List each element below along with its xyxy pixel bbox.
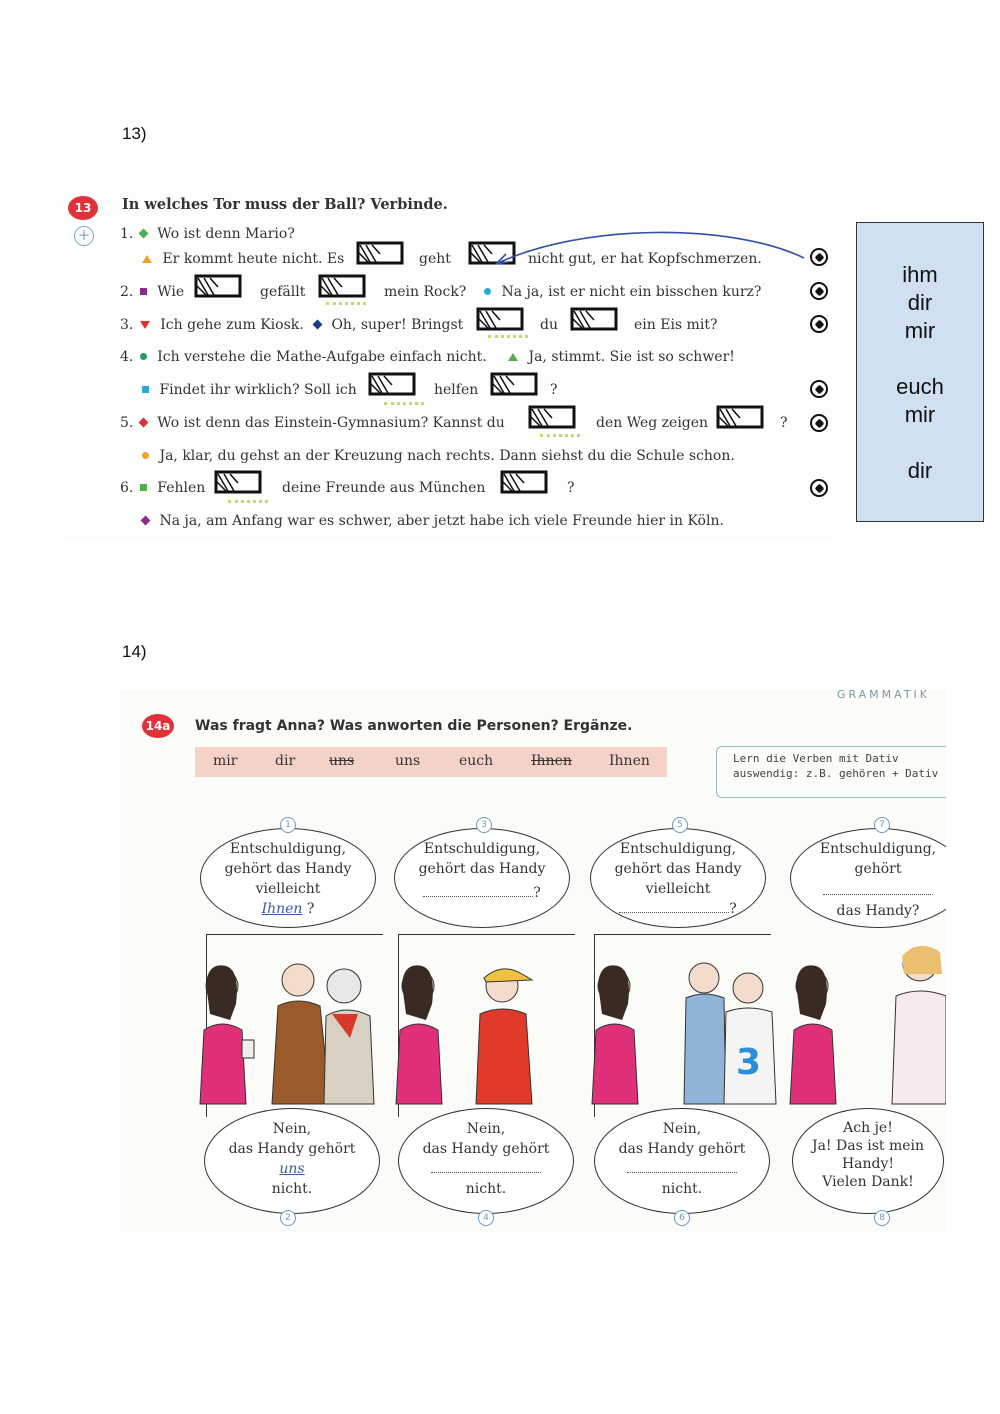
row-number: 1. — [120, 226, 134, 242]
question-13-label: 13) — [122, 124, 147, 143]
word-bank — [195, 747, 667, 777]
grass-decoration — [540, 428, 580, 437]
dot-bullet-icon — [484, 288, 491, 295]
answer-word[interactable]: dir — [907, 458, 933, 483]
diamond-bullet-icon — [141, 516, 151, 526]
sentence-text: helfen — [434, 382, 479, 398]
bubble-text: Nein, — [466, 1121, 506, 1137]
bubble-text: Nein, — [272, 1121, 312, 1137]
sentence-text: Ja, stimmt. Sie ist so schwer! — [528, 349, 735, 365]
step-number: 6 — [674, 1210, 690, 1226]
sentence-row-4 — [120, 349, 487, 365]
connection-arrow — [482, 228, 807, 268]
sentence-text: Er kommt heute nicht. Es — [162, 251, 345, 267]
sentence-text: ein Eis mit? — [634, 317, 718, 333]
sentence-text: gefällt — [260, 284, 306, 300]
answer-bubble-4 — [398, 1108, 574, 1214]
grass-decoration — [384, 396, 424, 405]
sentence-text: den Weg zeigen — [596, 415, 709, 431]
square-bullet-icon — [140, 484, 147, 491]
ball-icon[interactable] — [810, 248, 828, 266]
sentence-row-6 — [120, 480, 205, 496]
answer-word[interactable]: euch — [896, 374, 944, 399]
bubble-text: das Handy gehört — [228, 1141, 356, 1157]
goal-icon[interactable] — [498, 469, 554, 495]
ball-icon[interactable] — [810, 414, 828, 432]
bubble-text: Entschuldigung, — [619, 841, 737, 857]
exercise-14 — [120, 690, 946, 1233]
grass-decoration — [326, 296, 366, 305]
bubble-text: nicht. — [465, 1181, 507, 1197]
grass-decoration — [488, 329, 528, 338]
sentence-text: geht — [419, 251, 451, 267]
sentence-row-2b — [482, 284, 761, 300]
ball-icon[interactable] — [810, 282, 828, 300]
grass-decoration — [228, 494, 268, 503]
answer-blank[interactable] — [823, 882, 933, 895]
answer-word[interactable]: dir — [907, 290, 933, 315]
sentence-text: ? — [550, 382, 558, 398]
ball-icon[interactable] — [810, 479, 828, 497]
sentence-text: deine Freunde aus München — [282, 480, 486, 496]
anna-figure — [790, 965, 836, 1104]
bubble-text: gehört — [854, 861, 902, 877]
answer-word[interactable]: mir — [904, 402, 936, 427]
sentence-text: Wie — [157, 284, 185, 300]
word-bank-item[interactable]: dir — [275, 753, 296, 769]
question-bubble-1 — [200, 828, 376, 928]
bubble-text: Nein, — [662, 1121, 702, 1137]
tip-text: auswendig: z.B. gehören + Dativ — [733, 767, 939, 780]
anna-figure — [592, 965, 638, 1104]
row-number: 2. — [120, 284, 134, 300]
bubble-text: Ja! Das ist mein — [811, 1138, 925, 1154]
word-bank-item-struck[interactable]: Ihnen — [531, 753, 572, 769]
bubble-text: gehört das Handy — [614, 861, 742, 877]
word-bank-item[interactable]: Ihnen — [609, 753, 650, 769]
woman-figure — [892, 946, 946, 1104]
section-header: GRAMMATIK — [836, 690, 930, 701]
bubble-text: vielleicht — [255, 881, 321, 897]
bullet-icon — [138, 229, 148, 239]
step-number: 2 — [280, 1210, 296, 1226]
word-bank-item[interactable]: euch — [459, 753, 494, 769]
answer-word-box — [856, 222, 984, 522]
goal-icon[interactable] — [366, 371, 422, 397]
row-number: 5. — [120, 415, 134, 431]
sentence-text: du — [540, 317, 558, 333]
plus-icon[interactable]: + — [74, 226, 94, 246]
exercise-badge: 13 — [68, 196, 98, 220]
boys-figure — [684, 963, 776, 1104]
step-number: 4 — [478, 1210, 494, 1226]
tip-text: Lern die Verben mit Dativ — [733, 752, 899, 765]
sentence-row-1b — [140, 251, 344, 267]
sentence-row-5 — [120, 415, 505, 431]
step-number: 1 — [280, 817, 296, 833]
sentence-text: Oh, super! Bringst — [331, 317, 464, 333]
anna-figure — [200, 965, 254, 1104]
answer-bubble-6 — [594, 1108, 770, 1214]
sentence-text: nicht gut, er hat Kopfschmerzen. — [528, 251, 762, 267]
dot-bullet-icon — [142, 452, 149, 459]
sentence-text: ? — [780, 415, 788, 431]
goal-icon[interactable] — [714, 404, 770, 430]
diamond-bullet-icon — [313, 320, 323, 330]
sentence-text: ? — [567, 480, 575, 496]
sentence-text: Ich verstehe die Mathe-Aufgabe einfach nicht. — [157, 349, 487, 365]
question-bubble-7 — [790, 828, 946, 928]
answer-blank[interactable] — [431, 1160, 541, 1173]
answer-blank[interactable] — [627, 1160, 737, 1173]
step-number: 5 — [672, 817, 688, 833]
goal-icon[interactable] — [526, 404, 582, 430]
sentence-row-3 — [120, 317, 304, 333]
bubble-text: das Handy gehört — [422, 1141, 550, 1157]
sentence-text: mein Rock? — [384, 284, 467, 300]
sentence-row-4c — [140, 382, 357, 398]
row-number: 4. — [120, 349, 134, 365]
word-bank-item[interactable]: uns — [395, 753, 421, 769]
exercise-title: Was fragt Anna? Was anworten die Personen? Ergänze. — [195, 718, 633, 734]
goal-icon[interactable] — [568, 306, 624, 332]
step-number: 8 — [874, 1210, 890, 1226]
bubble-text: Entschuldigung, — [423, 841, 541, 857]
bubble-text: vielleicht — [645, 881, 711, 897]
question-14-label: 14) — [122, 642, 147, 661]
bubble-text: ? — [306, 901, 315, 917]
sentence-text: Wo ist denn das Einstein-Gymnasium? Kannst du — [157, 415, 505, 431]
goal-icon[interactable] — [354, 240, 410, 266]
comic-illustration — [180, 934, 946, 1120]
square-bullet-icon — [140, 288, 147, 295]
triangle-bullet-icon — [140, 321, 150, 329]
bubble-text: gehört das Handy — [224, 861, 352, 877]
bubble-text: Ach je! — [843, 1120, 893, 1136]
tip-note — [716, 746, 946, 798]
sentence-row-6b — [140, 513, 724, 529]
answer-word[interactable]: ihm — [902, 262, 938, 287]
bubble-text: Handy! — [841, 1156, 895, 1172]
bubble-text: das Handy? — [836, 903, 920, 919]
bubble-text: nicht. — [271, 1181, 313, 1197]
bubble-text: ? — [729, 901, 737, 917]
bubble-text: das Handy gehört — [618, 1141, 746, 1157]
goal-icon[interactable] — [192, 273, 248, 299]
answer-word[interactable]: mir — [904, 318, 936, 343]
answer-bubble-2 — [204, 1108, 380, 1214]
dot-bullet-icon — [140, 353, 147, 360]
answer-blank[interactable] — [619, 900, 729, 913]
bubble-text: Entschuldigung, — [819, 841, 937, 857]
sentence-row-4b — [506, 349, 735, 365]
exercise-badge: 14a — [142, 714, 174, 738]
square-bullet-icon — [142, 386, 149, 393]
row-number: 6. — [120, 480, 134, 496]
boy-with-cap-figure — [476, 969, 532, 1104]
sentence-row-2 — [120, 284, 184, 300]
bubble-text: ? — [533, 885, 541, 901]
step-number: 3 — [476, 817, 492, 833]
diamond-bullet-icon — [138, 418, 148, 428]
shirt-number: 3 — [736, 1042, 762, 1083]
sentence-text: Wo ist denn Mario? — [157, 226, 295, 242]
question-bubble-5 — [590, 828, 766, 928]
sentence-row-3b — [312, 317, 463, 333]
sentence-text: Na ja, am Anfang war es schwer, aber jetzt habe ich viele Freunde hier in Köln. — [159, 513, 724, 529]
bubble-text: nicht. — [661, 1181, 703, 1197]
word-bank-item-struck[interactable]: uns — [329, 753, 355, 769]
ball-icon[interactable] — [810, 380, 828, 398]
bubble-text: Entschuldigung, — [229, 841, 347, 857]
bubble-text: Vielen Dank! — [822, 1174, 914, 1190]
answer-bubble-8 — [792, 1108, 944, 1214]
answer-blank[interactable] — [423, 884, 533, 897]
row-number: 3. — [120, 317, 134, 333]
sentence-text: Fehlen — [157, 480, 206, 496]
handwritten-answer[interactable]: uns — [279, 1161, 305, 1177]
question-bubble-3 — [394, 828, 570, 928]
sentence-text: Ich gehe zum Kiosk. — [160, 317, 304, 333]
sentence-text: Na ja, ist er nicht ein bisschen kurz? — [501, 284, 762, 300]
ball-icon[interactable] — [810, 315, 828, 333]
exercise-title: In welches Tor muss der Ball? Verbinde. — [122, 196, 448, 213]
handwritten-answer[interactable]: Ihnen — [261, 901, 303, 917]
sentence-row-5b — [140, 448, 735, 464]
word-bank-item[interactable]: mir — [213, 753, 238, 769]
exercise-13 — [62, 178, 838, 540]
step-number: 7 — [874, 817, 890, 833]
goal-icon[interactable] — [488, 371, 544, 397]
anna-figure — [396, 965, 442, 1104]
sentence-row-1 — [120, 226, 295, 242]
sentence-text: Ja, klar, du gehst an der Kreuzung nach rechts. Dann siehst du die Schule schon. — [159, 448, 735, 464]
triangle-bullet-icon — [142, 255, 152, 263]
bubble-text: gehört das Handy — [418, 861, 546, 877]
sentence-text: Findet ihr wirklich? Soll ich — [159, 382, 357, 398]
old-woman-figure — [324, 969, 374, 1104]
triangle-bullet-icon — [508, 353, 518, 361]
goal-icon[interactable] — [212, 469, 268, 495]
old-man-figure — [272, 964, 330, 1104]
